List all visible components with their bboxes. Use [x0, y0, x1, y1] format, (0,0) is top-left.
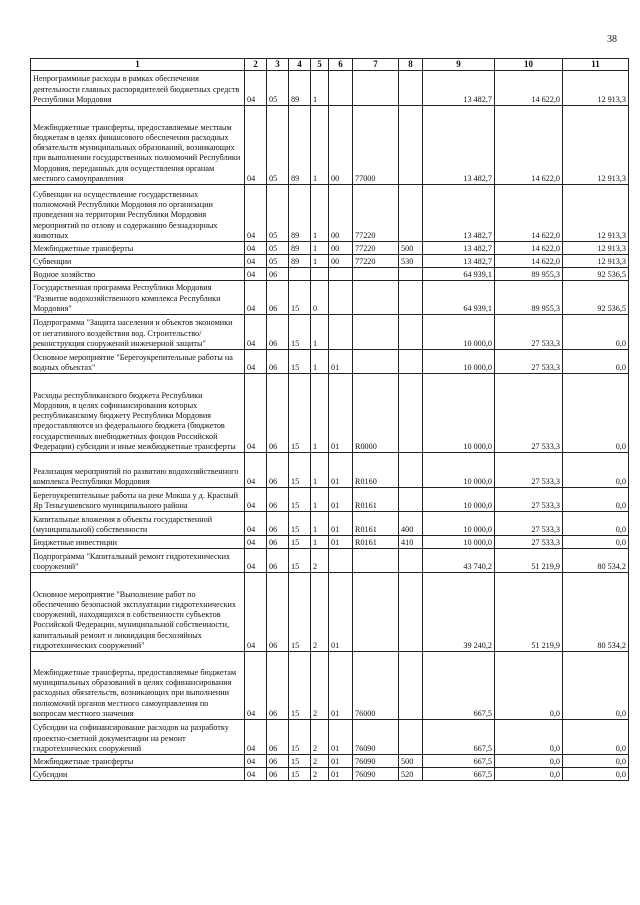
table-row — [31, 374, 629, 453]
event-code: 00 — [329, 255, 353, 268]
table-row — [31, 242, 629, 255]
rz-code: 04 — [245, 573, 267, 652]
vr-code — [399, 71, 423, 106]
vr-code — [399, 185, 423, 242]
row-description: Бюджетные инвестиции — [31, 536, 245, 549]
direction-code — [353, 573, 399, 652]
amount-2021: 80 534,2 — [563, 573, 629, 652]
budget-table — [30, 58, 629, 781]
program-code: 15 — [289, 281, 311, 315]
rz-code: 04 — [245, 242, 267, 255]
event-code: 01 — [329, 512, 353, 536]
row-description: Межбюджетные трансферты, предоставляемые бюджетам муниципальных образований в целях софинансирования расходных обязательств, возникающих при выполнении полномочий органов местного самоуправления по вопросам местного значения — [31, 652, 245, 720]
amount-2020: 14 622,0 — [495, 255, 563, 268]
direction-code — [353, 281, 399, 315]
table-row — [31, 255, 629, 268]
vr-code: 410 — [399, 536, 423, 549]
rz-code: 04 — [245, 71, 267, 106]
subprogram-code: 1 — [311, 453, 329, 488]
amount-2021: 12 913,3 — [563, 255, 629, 268]
amount-2021: 92 536,5 — [563, 268, 629, 281]
row-description: Основное мероприятие "Берегоукрепительные работы на водных объектах" — [31, 350, 245, 374]
amount-2019: 64 939,1 — [423, 268, 495, 281]
rz-code: 04 — [245, 255, 267, 268]
table-row — [31, 71, 629, 106]
rz-code: 04 — [245, 281, 267, 315]
direction-code: 77220 — [353, 242, 399, 255]
amount-2019: 10 000,0 — [423, 453, 495, 488]
program-code: 15 — [289, 512, 311, 536]
direction-code: 76090 — [353, 720, 399, 755]
pr-code: 06 — [267, 350, 289, 374]
row-description: Субсидии на софинансирование расходов на разработку проектно-сметной документации на ремонт гидротехнических сооружений — [31, 720, 245, 755]
amount-2020: 27 533,3 — [495, 512, 563, 536]
program-code: 15 — [289, 453, 311, 488]
direction-code: 76090 — [353, 755, 399, 768]
vr-code: 500 — [399, 755, 423, 768]
amount-2020: 51 219,9 — [495, 549, 563, 573]
program-code: 15 — [289, 768, 311, 781]
amount-2020: 0,0 — [495, 755, 563, 768]
direction-code: 77000 — [353, 106, 399, 185]
direction-code — [353, 315, 399, 350]
amount-2019: 10 000,0 — [423, 350, 495, 374]
pr-code: 06 — [267, 573, 289, 652]
program-code: 15 — [289, 573, 311, 652]
program-code: 89 — [289, 71, 311, 106]
vr-code — [399, 281, 423, 315]
column-header-2: 2 — [245, 59, 267, 71]
amount-2021: 0,0 — [563, 488, 629, 512]
amount-2019: 667,5 — [423, 768, 495, 781]
amount-2020: 27 533,3 — [495, 536, 563, 549]
rz-code: 04 — [245, 315, 267, 350]
event-code: 00 — [329, 242, 353, 255]
column-header-10: 10 — [495, 59, 563, 71]
row-description: Водное хозяйство — [31, 268, 245, 281]
rz-code: 04 — [245, 768, 267, 781]
rz-code: 04 — [245, 536, 267, 549]
direction-code: 77220 — [353, 185, 399, 242]
program-code: 15 — [289, 315, 311, 350]
direction-code — [353, 350, 399, 374]
rz-code: 04 — [245, 374, 267, 453]
amount-2019: 13 482,7 — [423, 242, 495, 255]
amount-2020: 51 219,9 — [495, 573, 563, 652]
pr-code: 06 — [267, 374, 289, 453]
subprogram-code: 2 — [311, 755, 329, 768]
event-code — [329, 549, 353, 573]
amount-2021: 12 913,3 — [563, 71, 629, 106]
subprogram-code: 0 — [311, 281, 329, 315]
program-code: 15 — [289, 350, 311, 374]
subprogram-code: 1 — [311, 185, 329, 242]
program-code: 89 — [289, 242, 311, 255]
amount-2019: 13 482,7 — [423, 255, 495, 268]
row-description: Расходы республиканского бюджета Республики Мордовия, в целях софинансирования которых республиканскому бюджету Республики Мордовия предоставляются из федерального бюджета (бюджетов государственных внебюджетных фондов Российской Федерации) субсидии и иные межбюджетные трансферты — [31, 374, 245, 453]
amount-2021: 0,0 — [563, 536, 629, 549]
pr-code: 05 — [267, 185, 289, 242]
table-row — [31, 453, 629, 488]
amount-2020: 27 533,3 — [495, 374, 563, 453]
header-row — [31, 59, 629, 71]
vr-code — [399, 374, 423, 453]
pr-code: 06 — [267, 720, 289, 755]
amount-2021: 0,0 — [563, 453, 629, 488]
direction-code: R0161 — [353, 536, 399, 549]
direction-code: R0000 — [353, 374, 399, 453]
amount-2019: 10 000,0 — [423, 315, 495, 350]
program-code: 15 — [289, 536, 311, 549]
rz-code: 04 — [245, 755, 267, 768]
pr-code: 06 — [267, 488, 289, 512]
direction-code — [353, 549, 399, 573]
table-row — [31, 106, 629, 185]
table-row — [31, 549, 629, 573]
amount-2021: 0,0 — [563, 315, 629, 350]
amount-2021: 0,0 — [563, 768, 629, 781]
event-code: 01 — [329, 652, 353, 720]
amount-2019: 10 000,0 — [423, 536, 495, 549]
pr-code: 06 — [267, 268, 289, 281]
vr-code: 530 — [399, 255, 423, 268]
pr-code: 06 — [267, 768, 289, 781]
page-number: 38 — [607, 34, 617, 45]
amount-2021: 0,0 — [563, 755, 629, 768]
amount-2021: 0,0 — [563, 720, 629, 755]
program-code: 15 — [289, 652, 311, 720]
rz-code: 04 — [245, 106, 267, 185]
vr-code — [399, 268, 423, 281]
amount-2019: 39 240,2 — [423, 573, 495, 652]
subprogram-code: 1 — [311, 536, 329, 549]
event-code: 01 — [329, 374, 353, 453]
amount-2021: 12 913,3 — [563, 106, 629, 185]
pr-code: 06 — [267, 536, 289, 549]
program-code: 15 — [289, 488, 311, 512]
row-description: Берегоукрепительные работы на реке Мокша у д. Красный Яр Теньгушевского муниципального района — [31, 488, 245, 512]
direction-code: 77220 — [353, 255, 399, 268]
vr-code — [399, 106, 423, 185]
table-body — [31, 71, 629, 781]
amount-2021: 12 913,3 — [563, 185, 629, 242]
vr-code — [399, 652, 423, 720]
column-header-5: 5 — [311, 59, 329, 71]
program-code: 89 — [289, 106, 311, 185]
program-code: 15 — [289, 720, 311, 755]
amount-2020: 89 955,3 — [495, 281, 563, 315]
vr-code — [399, 488, 423, 512]
pr-code: 06 — [267, 453, 289, 488]
subprogram-code: 2 — [311, 768, 329, 781]
pr-code: 05 — [267, 71, 289, 106]
event-code: 01 — [329, 453, 353, 488]
vr-code: 500 — [399, 242, 423, 255]
program-code: 89 — [289, 185, 311, 242]
amount-2020: 14 622,0 — [495, 185, 563, 242]
rz-code: 04 — [245, 488, 267, 512]
event-code: 00 — [329, 106, 353, 185]
subprogram-code: 1 — [311, 242, 329, 255]
pr-code: 06 — [267, 549, 289, 573]
direction-code: R0161 — [353, 488, 399, 512]
event-code: 01 — [329, 350, 353, 374]
table-row — [31, 315, 629, 350]
pr-code: 06 — [267, 512, 289, 536]
pr-code: 05 — [267, 255, 289, 268]
amount-2020: 89 955,3 — [495, 268, 563, 281]
amount-2019: 10 000,0 — [423, 374, 495, 453]
pr-code: 05 — [267, 106, 289, 185]
amount-2019: 667,5 — [423, 720, 495, 755]
event-code: 00 — [329, 185, 353, 242]
amount-2019: 13 482,7 — [423, 185, 495, 242]
amount-2020: 27 533,3 — [495, 315, 563, 350]
column-header-6: 6 — [329, 59, 353, 71]
amount-2021: 80 534,2 — [563, 549, 629, 573]
direction-code: 76000 — [353, 652, 399, 720]
vr-code — [399, 549, 423, 573]
rz-code: 04 — [245, 350, 267, 374]
row-description: Капитальные вложения в объекты государственной (муниципальной) собственности — [31, 512, 245, 536]
vr-code: 400 — [399, 512, 423, 536]
event-code: 01 — [329, 488, 353, 512]
column-header-11: 11 — [563, 59, 629, 71]
row-description: Межбюджетные трансферты, предоставляемые местным бюджетам в целях финансового обеспечения расходных обязательств муниципальных образований, возникающих при выполнении государственных полномочий Республики Мордовия, переданных для осуществления органам местного самоуправления — [31, 106, 245, 185]
amount-2019: 10 000,0 — [423, 488, 495, 512]
direction-code — [353, 268, 399, 281]
row-description: Реализация мероприятий по развитию водохозяйственного комплекса Республики Мордовия — [31, 453, 245, 488]
event-code — [329, 268, 353, 281]
amount-2019: 13 482,7 — [423, 106, 495, 185]
rz-code: 04 — [245, 720, 267, 755]
row-description: Субвенции на осуществление государственных полномочий Республики Мордовия по организации проведения на территории Республики Мордовия мероприятий по отлову и содержанию безнадзорных животных — [31, 185, 245, 242]
table-row — [31, 512, 629, 536]
vr-code — [399, 315, 423, 350]
amount-2020: 0,0 — [495, 720, 563, 755]
amount-2019: 667,5 — [423, 652, 495, 720]
subprogram-code: 1 — [311, 488, 329, 512]
program-code: 15 — [289, 374, 311, 453]
rz-code: 04 — [245, 185, 267, 242]
subprogram-code: 1 — [311, 71, 329, 106]
column-header-3: 3 — [267, 59, 289, 71]
row-description: Государственная программа Республики Мордовия "Развитие водохозяйственного комплекса Республики Мордовия" — [31, 281, 245, 315]
table-row — [31, 536, 629, 549]
vr-code — [399, 573, 423, 652]
amount-2019: 13 482,7 — [423, 71, 495, 106]
pr-code: 06 — [267, 755, 289, 768]
subprogram-code: 1 — [311, 106, 329, 185]
row-description: Межбюджетные трансферты — [31, 755, 245, 768]
amount-2021: 0,0 — [563, 350, 629, 374]
rz-code: 04 — [245, 268, 267, 281]
amount-2021: 12 913,3 — [563, 242, 629, 255]
row-description: Подпрограмма "Защита населения и объектов экономики от негативного воздействия вод. Строительство/реконструкция сооружений инженерной защиты" — [31, 315, 245, 350]
subprogram-code: 2 — [311, 652, 329, 720]
rz-code: 04 — [245, 549, 267, 573]
subprogram-code: 1 — [311, 255, 329, 268]
amount-2019: 10 000,0 — [423, 512, 495, 536]
amount-2020: 14 622,0 — [495, 106, 563, 185]
event-code: 01 — [329, 768, 353, 781]
pr-code: 05 — [267, 242, 289, 255]
vr-code — [399, 720, 423, 755]
vr-code — [399, 350, 423, 374]
subprogram-code: 1 — [311, 350, 329, 374]
column-header-7: 7 — [353, 59, 399, 71]
table-row — [31, 281, 629, 315]
program-code: 89 — [289, 255, 311, 268]
table-row — [31, 573, 629, 652]
amount-2019: 64 939,1 — [423, 281, 495, 315]
rz-code: 04 — [245, 512, 267, 536]
amount-2020: 27 533,3 — [495, 350, 563, 374]
rz-code: 04 — [245, 652, 267, 720]
row-description: Основное мероприятие "Выполнение работ по обеспечению безопасной эксплуатации гидротехнических сооружений, находящихся в собственности субъектов Российской Федерации, муниципальной собственности, капитальный ремонт и ликвидация бесхозяйных гидротехнических сооружений" — [31, 573, 245, 652]
amount-2021: 92 536,5 — [563, 281, 629, 315]
pr-code: 06 — [267, 652, 289, 720]
table-row — [31, 652, 629, 720]
subprogram-code — [311, 268, 329, 281]
amount-2019: 43 740,2 — [423, 549, 495, 573]
amount-2020: 0,0 — [495, 652, 563, 720]
vr-code: 520 — [399, 768, 423, 781]
subprogram-code: 1 — [311, 315, 329, 350]
subprogram-code: 1 — [311, 374, 329, 453]
table-row — [31, 268, 629, 281]
table-row — [31, 185, 629, 242]
column-header-9: 9 — [423, 59, 495, 71]
direction-code: R0161 — [353, 512, 399, 536]
direction-code: 76090 — [353, 768, 399, 781]
column-header-1: 1 — [31, 59, 245, 71]
subprogram-code: 2 — [311, 549, 329, 573]
table-row — [31, 768, 629, 781]
amount-2020: 27 533,3 — [495, 453, 563, 488]
amount-2021: 0,0 — [563, 652, 629, 720]
subprogram-code: 1 — [311, 512, 329, 536]
column-header-4: 4 — [289, 59, 311, 71]
row-description: Субвенции — [31, 255, 245, 268]
program-code — [289, 268, 311, 281]
amount-2021: 0,0 — [563, 374, 629, 453]
row-description: Субсидии — [31, 768, 245, 781]
row-description: Подпрограмма "Капитальный ремонт гидротехнических сооружений" — [31, 549, 245, 573]
event-code — [329, 71, 353, 106]
event-code: 01 — [329, 536, 353, 549]
column-header-8: 8 — [399, 59, 423, 71]
amount-2020: 0,0 — [495, 768, 563, 781]
amount-2019: 667,5 — [423, 755, 495, 768]
amount-2020: 27 533,3 — [495, 488, 563, 512]
subprogram-code: 2 — [311, 573, 329, 652]
direction-code — [353, 71, 399, 106]
amount-2020: 14 622,0 — [495, 242, 563, 255]
direction-code: R0160 — [353, 453, 399, 488]
event-code: 01 — [329, 720, 353, 755]
row-description: Межбюджетные трансферты — [31, 242, 245, 255]
table-row — [31, 350, 629, 374]
pr-code: 06 — [267, 281, 289, 315]
program-code: 15 — [289, 549, 311, 573]
event-code — [329, 315, 353, 350]
event-code: 01 — [329, 755, 353, 768]
vr-code — [399, 453, 423, 488]
amount-2021: 0,0 — [563, 512, 629, 536]
pr-code: 06 — [267, 315, 289, 350]
event-code: 01 — [329, 573, 353, 652]
subprogram-code: 2 — [311, 720, 329, 755]
amount-2020: 14 622,0 — [495, 71, 563, 106]
table-row — [31, 488, 629, 512]
program-code: 15 — [289, 755, 311, 768]
row-description: Непрограммные расходы в рамках обеспечения деятельности главных распорядителей бюджетных средств Республики Мордовия — [31, 71, 245, 106]
event-code — [329, 281, 353, 315]
table-row — [31, 755, 629, 768]
table-row — [31, 720, 629, 755]
rz-code: 04 — [245, 453, 267, 488]
